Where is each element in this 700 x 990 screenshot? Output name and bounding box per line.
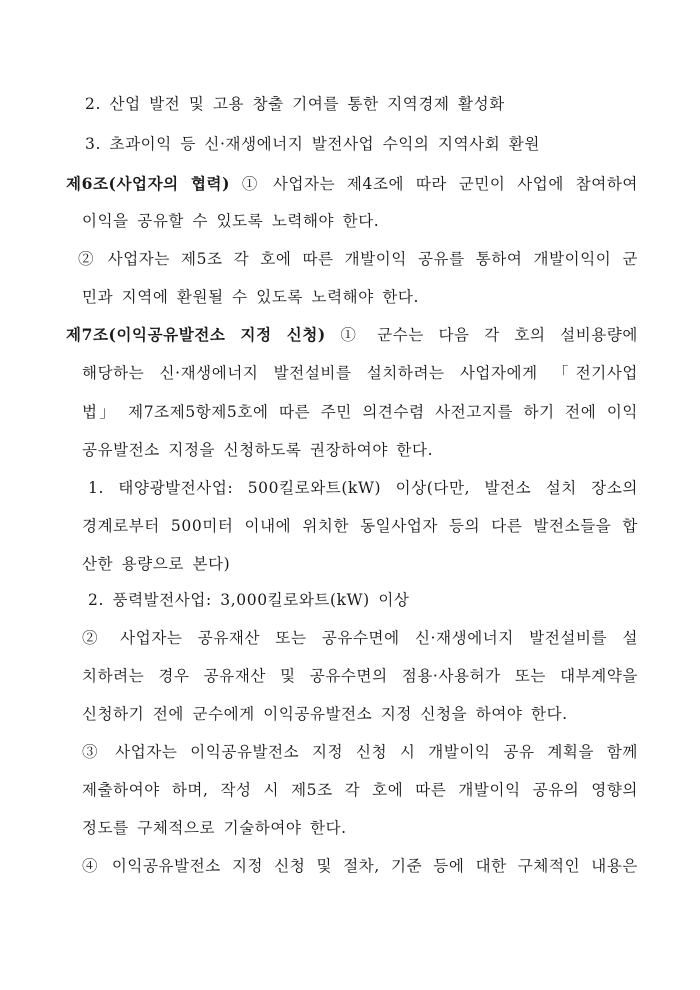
article-7-para-3-line-1: ③ 사업자는 이익공유발전소 지정 신청 시 개발이익 공유 계획을 함께 (82, 743, 638, 761)
article-7-heading: 제7조(이익공유발전소 지정 신청) (66, 325, 326, 344)
article-7-para-4-line-1: ④ 이익공유발전소 지정 신청 및 절차, 기준 등에 대한 구체적인 내용은 (82, 857, 638, 875)
article-6-line-1 (66, 174, 638, 194)
list-item-solar-line-1: 1. 태양광발전사업: 500킬로와트(kW) 이상(다만, 발전소 설치 장소의 (88, 479, 638, 497)
article-7-para-3-line-3: 정도를 구체적으로 기술하여야 한다. (82, 819, 347, 837)
article-7-line-2: 해당하는 신·재생에너지 발전설비를 설치하려는 사업자에게 「전기사업 (82, 364, 638, 382)
article-7-para-3-line-2: 제출하여야 하며, 작성 시 제5조 각 호에 따른 개발이익 공유의 영향의 (82, 781, 638, 799)
list-item-solar-line-3: 산한 용량으로 본다) (82, 555, 231, 573)
article-7-para-2-line-3: 신청하기 전에 군수에게 이익공유발전소 지정 신청을 하여야 한다. (82, 705, 568, 723)
article-6-para-2-line-1: ② 사업자는 제5조 각 호에 따른 개발이익 공유를 통하여 개발이익이 군 (78, 250, 638, 268)
article-6-line-2: 이익을 공유할 수 있도록 노력해야 한다. (82, 212, 380, 230)
article-6-heading: 제6조(사업자의 협력) (66, 174, 231, 193)
article-7-line-1 (66, 325, 638, 345)
article-7-para-2-line-1: ② 사업자는 공유재산 또는 공유수면에 신·재생에너지 발전설비를 설 (82, 629, 638, 647)
article-7-line-4: 공유발전소 지정을 신청하도록 권장하여야 한다. (82, 441, 434, 459)
article-7-text: ① 군수는 다음 각 호의 설비용량에 (325, 326, 638, 344)
list-item-wind: 2. 풍력발전사업: 3,000킬로와트(kW) 이상 (88, 591, 410, 609)
article-6-text: ① 사업자는 제4조에 따라 군민이 사업에 참여하여 (230, 175, 638, 193)
article-7-line-3: 법」 제7조제5항제5호에 따른 주민 의견수렴 사전고지를 하기 전에 이익 (82, 403, 638, 421)
article-7-para-2-line-2: 치하려는 경우 공유재산 및 공유수면의 점용·사용허가 또는 대부계약을 (82, 667, 638, 685)
article-6-para-2-line-2: 민과 지역에 환원될 수 있도록 노력해야 한다. (82, 288, 420, 306)
list-item-solar-line-2: 경계로부터 500미터 이내에 위치한 동일사업자 등의 다른 발전소들을 합 (82, 517, 638, 535)
list-item-2: 2. 산업 발전 및 고용 창출 기여를 통한 지역경제 활성화 (85, 95, 505, 113)
list-item-3: 3. 초과이익 등 신·재생에너지 발전사업 수익의 지역사회 환원 (85, 135, 540, 153)
